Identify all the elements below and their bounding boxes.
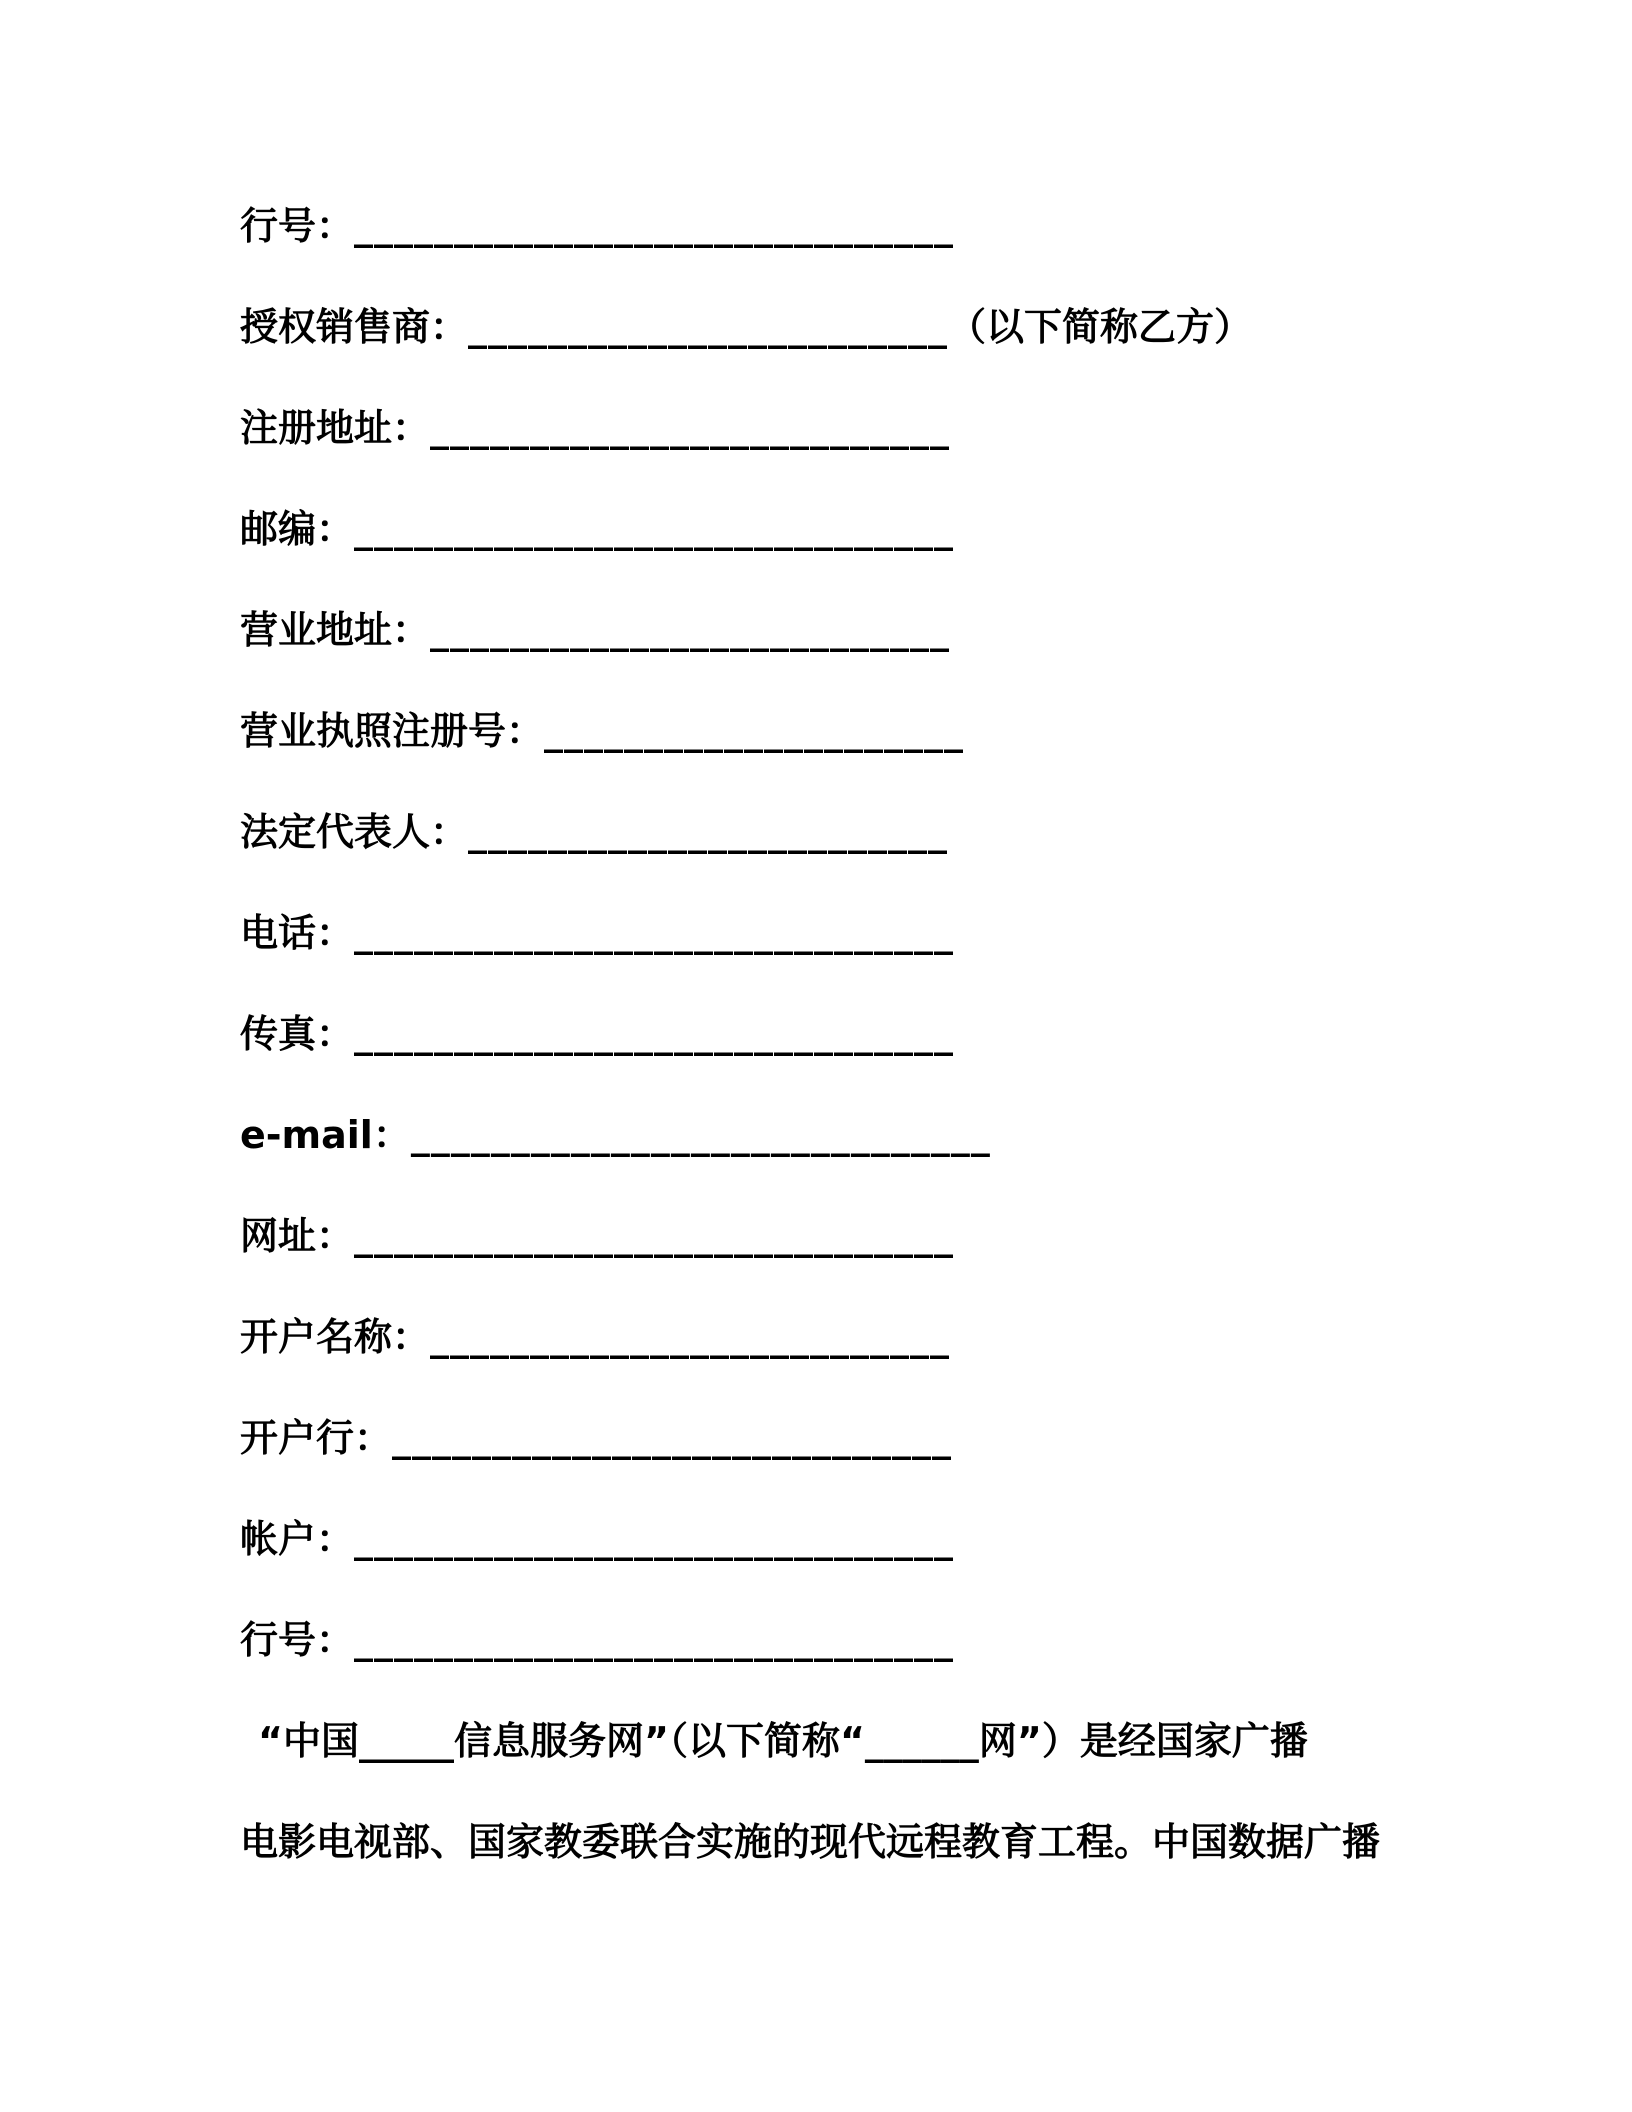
form-field-row-shouquan-xiaoshoushang <box>240 277 1540 378</box>
paragraph-line-1: “中国_____信息服务网”（以下简称“______网”）是经国家广播 <box>258 1719 1308 1763</box>
field-label: 行号： <box>240 204 355 248</box>
field-blank-line: ________________________ <box>468 305 949 349</box>
field-suffix: （以下简称乙方） <box>948 305 1253 349</box>
field-label: 营业地址： <box>240 608 431 652</box>
field-blank-line: ____________________________ <box>392 1416 953 1460</box>
field-blank-line: __________________________ <box>430 406 951 450</box>
field-label: 营业执照注册号： <box>240 709 545 753</box>
form-field-row-zhanghu <box>240 1489 1540 1590</box>
field-blank-line: ______________________________ <box>354 204 955 248</box>
form-field-row-fading-daibiaoren <box>240 782 1540 883</box>
field-blank-line: __________________________ <box>430 608 951 652</box>
field-blank-line: ________________________ <box>468 810 949 854</box>
field-label: e-mail： <box>240 1113 411 1157</box>
field-label: 网址： <box>240 1214 355 1258</box>
form-field-row-email <box>240 1085 1540 1186</box>
field-label: 行号： <box>240 1618 355 1662</box>
field-label: 注册地址： <box>240 406 431 450</box>
field-blank-line: __________________________ <box>430 1315 951 1359</box>
form-field-row-kaihu-mingcheng <box>240 1287 1540 1388</box>
form-field-row-dianhua <box>240 883 1540 984</box>
form-field-row-kaihuhang <box>240 1388 1540 1489</box>
field-blank-line: ______________________________ <box>354 1618 955 1662</box>
field-blank-line: _____________________ <box>544 709 965 753</box>
form-field-row-wangzhi <box>240 1186 1540 1287</box>
field-blank-line: ______________________________ <box>354 1517 955 1561</box>
field-blank-line: ______________________________ <box>354 1214 955 1258</box>
form-field-row-chuanzhen <box>240 984 1540 1085</box>
field-label: 帐户： <box>240 1517 355 1561</box>
field-label: 开户行： <box>240 1416 393 1460</box>
form-field-row-hanghao-2 <box>240 1590 1540 1691</box>
form-field-row-yingye-dizhi <box>240 580 1540 681</box>
field-label: 邮编： <box>240 507 355 551</box>
field-blank-line: ______________________________ <box>354 911 955 955</box>
paragraph-line-2: 电影电视部、国家教委联合实施的现代远程教育工程。中国数据广播 <box>240 1820 1381 1864</box>
field-blank-line: ______________________________ <box>354 1012 955 1056</box>
form-field-row-youbian <box>240 479 1540 580</box>
document-content <box>240 176 1540 1893</box>
field-label: 传真： <box>240 1012 355 1056</box>
field-label: 法定代表人： <box>240 810 469 854</box>
field-blank-line: ______________________________ <box>354 507 955 551</box>
form-field-row-yingye-zhizhao <box>240 681 1540 782</box>
form-field-row-zhuce-dizhi <box>240 378 1540 479</box>
field-blank-line: _____________________________ <box>410 1113 991 1157</box>
field-label: 电话： <box>240 911 355 955</box>
form-field-row-hanghao-1 <box>240 176 1540 277</box>
field-label: 授权销售商： <box>240 305 469 349</box>
field-label: 开户名称： <box>240 1315 431 1359</box>
